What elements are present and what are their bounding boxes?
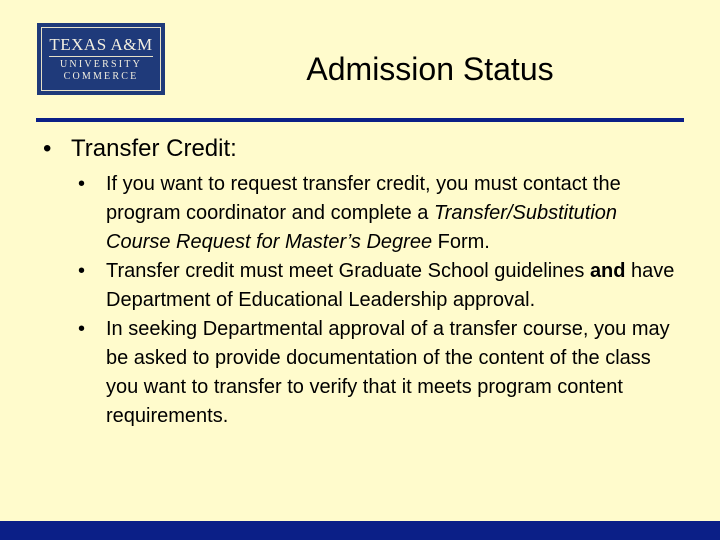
slide-title: Admission Status [306,51,554,87]
bullet-icon: • [43,135,52,162]
bullet-icon: • [78,318,86,340]
form-name: Transfer/Substitution Course Request for Master’s Degree [106,202,618,253]
logo-divider [49,56,153,57]
item-text: Transfer credit must meet Graduate School guidelines [106,260,590,282]
item-text: have Department of Educational Leadership approval. [106,260,675,311]
list-item [78,257,678,315]
logo-text-line2: UNIVERSITY [60,58,142,70]
section-heading: Transfer Credit: [71,135,237,162]
item-text: Form. [432,231,490,253]
list-item [78,315,678,431]
bullet-icon: • [78,260,86,282]
title-underline [36,118,684,122]
bullet-icon: • [78,173,86,195]
logo-text-line1: TEXAS A&M [49,34,153,54]
item-text: If you want to request transfer credit, you must contact the program coordinator and complete a [106,173,621,224]
university-logo [37,23,165,95]
section-heading-item [43,134,237,164]
logo-frame [41,27,161,91]
footer-bar [0,521,720,540]
sub-bullet-list [78,170,678,431]
list-item [78,170,678,257]
emphasis-text: and [589,260,626,282]
main-bullet-list [43,134,237,164]
item-text: In seeking Departmental approval of a transfer course, you may be asked to provide documentation of the content of the class you want to transfer to verify that it meets program content requirements. [106,318,670,427]
logo-text-line3: COMMERCE [63,70,139,82]
